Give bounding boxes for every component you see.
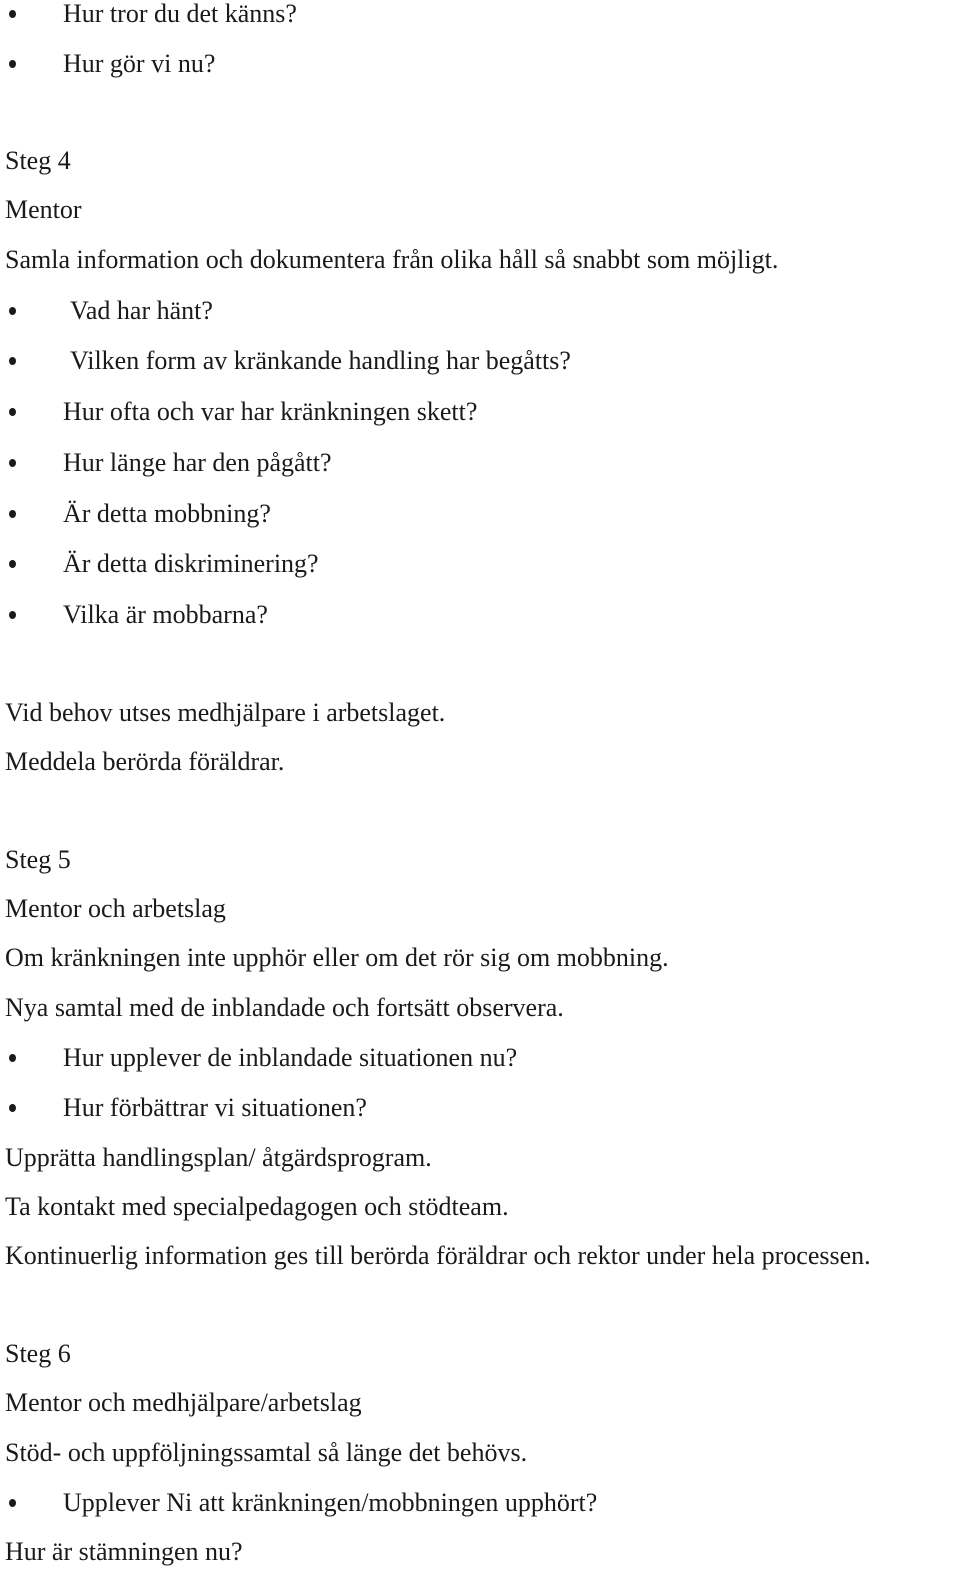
- paragraph: Om kränkningen inte upphör eller om det rör sig om mobbning.: [5, 943, 669, 972]
- list-item: Upplever Ni att kränkningen/mobbningen upphört?: [63, 1488, 598, 1517]
- paragraph: Nya samtal med de inblandade och fortsätt observera.: [5, 993, 564, 1022]
- list-item: Vilka är mobbarna?: [63, 600, 268, 629]
- paragraph: Ta kontakt med specialpedagogen och stödteam.: [5, 1192, 509, 1221]
- bullet-marker: [5, 293, 25, 329]
- bullet-marker: [5, 445, 25, 481]
- list-item: Är detta diskriminering?: [63, 549, 319, 578]
- list-item: Vad har hänt?: [70, 296, 213, 325]
- paragraph: Meddela berörda föräldrar.: [5, 747, 285, 776]
- list-item: Hur länge har den pågått?: [63, 448, 332, 477]
- step-intro: Stöd- och uppföljningssamtal så länge det behövs.: [5, 1438, 528, 1467]
- step-intro: Samla information och dokumentera från olika håll så snabbt som möjligt.: [5, 245, 779, 274]
- list-item: Är detta mobbning?: [63, 499, 271, 528]
- bullet-marker: [5, 394, 25, 430]
- bullet-marker: [5, 0, 25, 32]
- paragraph: Hur är stämningen nu?: [5, 1537, 243, 1566]
- bullet-marker: [5, 46, 25, 82]
- bullet-marker: [5, 343, 25, 379]
- step-role: Mentor: [5, 195, 82, 224]
- bullet-marker: [5, 1040, 25, 1076]
- step-role: Mentor och medhjälpare/arbetslag: [5, 1388, 362, 1417]
- list-item: Hur gör vi nu?: [63, 49, 216, 78]
- list-item: Vilken form av kränkande handling har begåtts?: [70, 346, 571, 375]
- list-item: Hur tror du det känns?: [63, 0, 297, 28]
- paragraph: Kontinuerlig information ges till berörda föräldrar och rektor under hela processen.: [5, 1241, 871, 1270]
- list-item: Hur ofta och var har kränkningen skett?: [63, 397, 478, 426]
- bullet-marker: [5, 546, 25, 582]
- bullet-marker: [5, 1090, 25, 1126]
- list-item: Hur förbättrar vi situationen?: [63, 1093, 367, 1122]
- step-heading: Steg 6: [5, 1339, 71, 1368]
- bullet-marker: [5, 597, 25, 633]
- paragraph: Upprätta handlingsplan/ åtgärdsprogram.: [5, 1143, 432, 1172]
- step-role: Mentor och arbetslag: [5, 894, 226, 923]
- bullet-marker: [5, 496, 25, 532]
- list-item: Hur upplever de inblandade situationen nu?: [63, 1043, 518, 1072]
- step-heading: Steg 5: [5, 845, 71, 874]
- bullet-marker: [5, 1485, 25, 1521]
- step-heading: Steg 4: [5, 146, 71, 175]
- paragraph: Vid behov utses medhjälpare i arbetslaget.: [5, 698, 446, 727]
